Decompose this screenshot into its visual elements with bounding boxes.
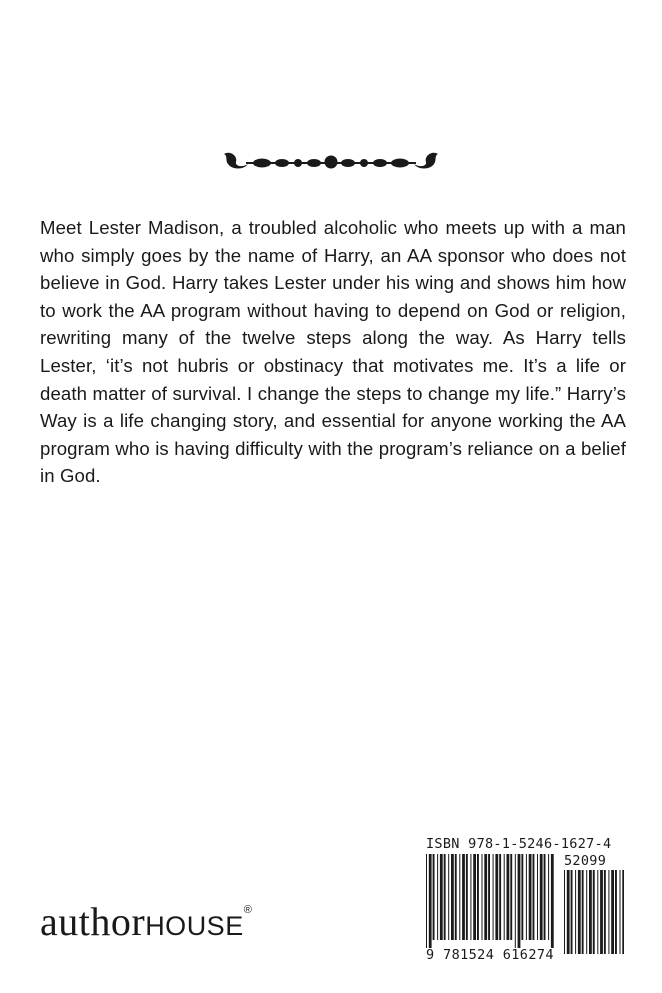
logo-house: HOUSE [145, 911, 244, 941]
addon-bars [564, 870, 624, 962]
logo-author: author [40, 899, 146, 944]
price-addon-label: 52099 [564, 853, 607, 869]
back-cover-blurb: Meet Lester Madison, a troubled alcoholic who meets up with a man who simply goes by the name of Harry, an AA sponsor who does not believe in God. Harry takes Lester under his wing and shows him how to work the AA program without having to depend on God or religion, rewriting many of the twelve steps along the way. As Harry tells Lester, ‘it’s not hubris or obstinacy that motivates me. It’s a life or death matter of survival. I change the steps to change my life.” Harry’s Way is a life changing story, and essential for anyone working the AA program who is having difficulty with the program’s reliance on a belief in God. [40, 217, 626, 487]
isbn-barcode [426, 836, 626, 966]
flourish-divider-icon [222, 148, 440, 176]
ean-number: 9 781524 616274 [426, 947, 554, 963]
registered-mark: ® [243, 904, 253, 916]
isbn-label: ISBN 978-1-5246-1627-4 [426, 836, 612, 852]
publisher-logo [40, 890, 252, 946]
ean-bars [426, 854, 554, 948]
